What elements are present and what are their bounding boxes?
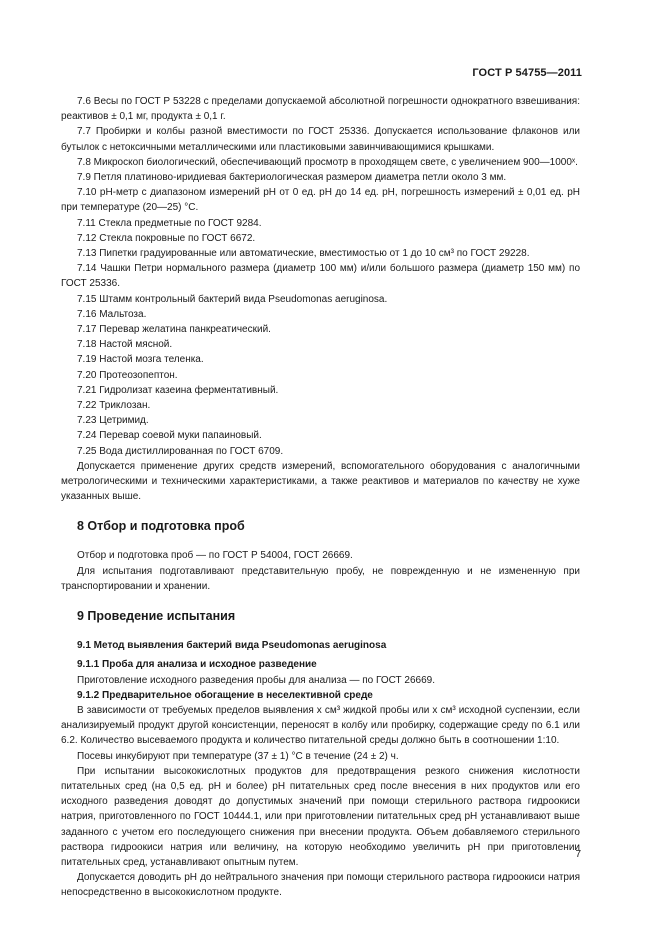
list-item: 7.10 pH-метр с диапазоном измерений pH от 0 ед. pH до 14 ед. pH, погрешность измерений ± 0,01 ед. pH при температуре (20—25) °С. (61, 187, 580, 214)
list-item: 7.8 Микроскоп биологический, обеспечивающий просмотр в проходящем свете, с увеличением 900—1000ˣ. (77, 156, 578, 168)
paragraph: Отбор и подготовка проб — по ГОСТ Р 54004, ГОСТ 26669. (77, 550, 353, 562)
list-item: 7.13 Пипетки градуированные или автоматические, вместимостью от 1 до 10 см³ по ГОСТ 29228. (77, 248, 530, 260)
paragraph: Приготовление исходного разведения пробы для анализа — по ГОСТ 26669. (77, 674, 436, 686)
subsection-heading: 9.1.1 Проба для анализа и исходное разведение (77, 659, 317, 671)
list-item: 7.20 Протеозопептон. (77, 369, 178, 381)
document-id: ГОСТ Р 54755—2011 (472, 67, 582, 79)
page-number: 7 (575, 849, 581, 860)
paragraph: При испытании высококислотных продуктов для предотвращения резкого снижения кислотности питательных сред (на 0,5 ед. pH и более) pH питательных сред после внесения в них продуктов или его исходного разведения доводят до допустимых значений при помощи стерильного раствора гидроокиси натрия, приготовленного по ГОСТ 10444.1, или при приготовлении питательных сред pH устанавливают выше заданного с учетом его последующего снижения при внесении продукта. Объем добавляемого стерильного раствора гидроокиси натрия или величину, на которую необходимо увеличить pH при приготовлении питательных сред, устанавливают опытным путем. (61, 765, 580, 868)
paragraph: Посевы инкубируют при температуре (37 ± 1) °С в течение (24 ± 2) ч. (77, 750, 399, 762)
list-item: 7.14 Чашки Петри нормального размера (диаметр 100 мм) и/или большого размера (диаметр 150 мм) по ГОСТ 25336. (61, 263, 580, 290)
list-item: 7.11 Стекла предметные по ГОСТ 9284. (77, 217, 262, 229)
section-9-heading: 9 Проведение испытания (77, 609, 236, 624)
paragraph: Для испытания подготавливают представительную пробу, не поврежденную и не измененную при транспортировании и хранении. (61, 565, 580, 592)
section-8-heading: 8 Отбор и подготовка проб (77, 519, 245, 534)
list-item: 7.25 Вода дистиллированная по ГОСТ 6709. (77, 445, 284, 457)
list-item: 7.18 Настой мясной. (77, 339, 173, 351)
paragraph-alternatives: Допускается применение других средств измерений, вспомогательного оборудования с аналогичными метрологическими и техническими характеристиками, а также реактивов и материалов по качеству не хуже указанных выше. (61, 460, 580, 503)
paragraph: В зависимости от требуемых пределов выявления x см³ жидкой пробы или x см³ исходной суспензии, если анализируемый продукт другой консистенции, переносят в колбу или пробирку, содержащие среду по 6.1 или 6.2. Количество высеваемого продукта и количество питательной среды должно быть в соотношении 1:10. (61, 704, 580, 747)
list-item: 7.7 Пробирки и колбы разной вместимости по ГОСТ 25336. Допускается использование флаконов или бутылок с нетоксичными металлическими или пластиковыми завинчивающимися крышками. (61, 126, 580, 153)
list-item: 7.15 Штамм контрольный бактерий вида Pseudomonas aeruginosa. (77, 293, 388, 305)
list-item: 7.17 Перевар желатина панкреатический. (77, 324, 271, 336)
list-item: 7.9 Петля платиново-иридиевая бактериологическая размером диаметра петли около 3 мм. (77, 172, 507, 184)
paragraph: Допускается доводить pH до нейтрального значения при помощи стерильного раствора гидроокиси натрия непосредственно в высококислотном продукте. (61, 872, 580, 899)
list-item: 7.23 Цетримид. (77, 415, 149, 427)
subsection-heading: 9.1.2 Предварительное обогащение в неселективной среде (77, 689, 373, 701)
list-item: 7.22 Триклозан. (77, 400, 151, 412)
list-item: 7.24 Перевар соевой муки папаиновый. (77, 430, 262, 442)
subsection-heading: 9.1 Метод выявления бактерий вида Pseudomonas aeruginosa (77, 640, 387, 652)
list-item: 7.19 Настой мозга теленка. (77, 354, 204, 366)
list-item: 7.12 Стекла покровные по ГОСТ 6672. (77, 232, 256, 244)
list-item: 7.21 Гидролизат казеина ферментативный. (77, 384, 279, 396)
list-item: 7.16 Мальтоза. (77, 308, 147, 320)
list-item: 7.6 Весы по ГОСТ Р 53228 с пределами допускаемой абсолютной погрешности однократного взвешивания: реактивов ± 0,1 мг, продукта ± 0,1 г. (61, 96, 580, 123)
document-body (61, 94, 580, 901)
